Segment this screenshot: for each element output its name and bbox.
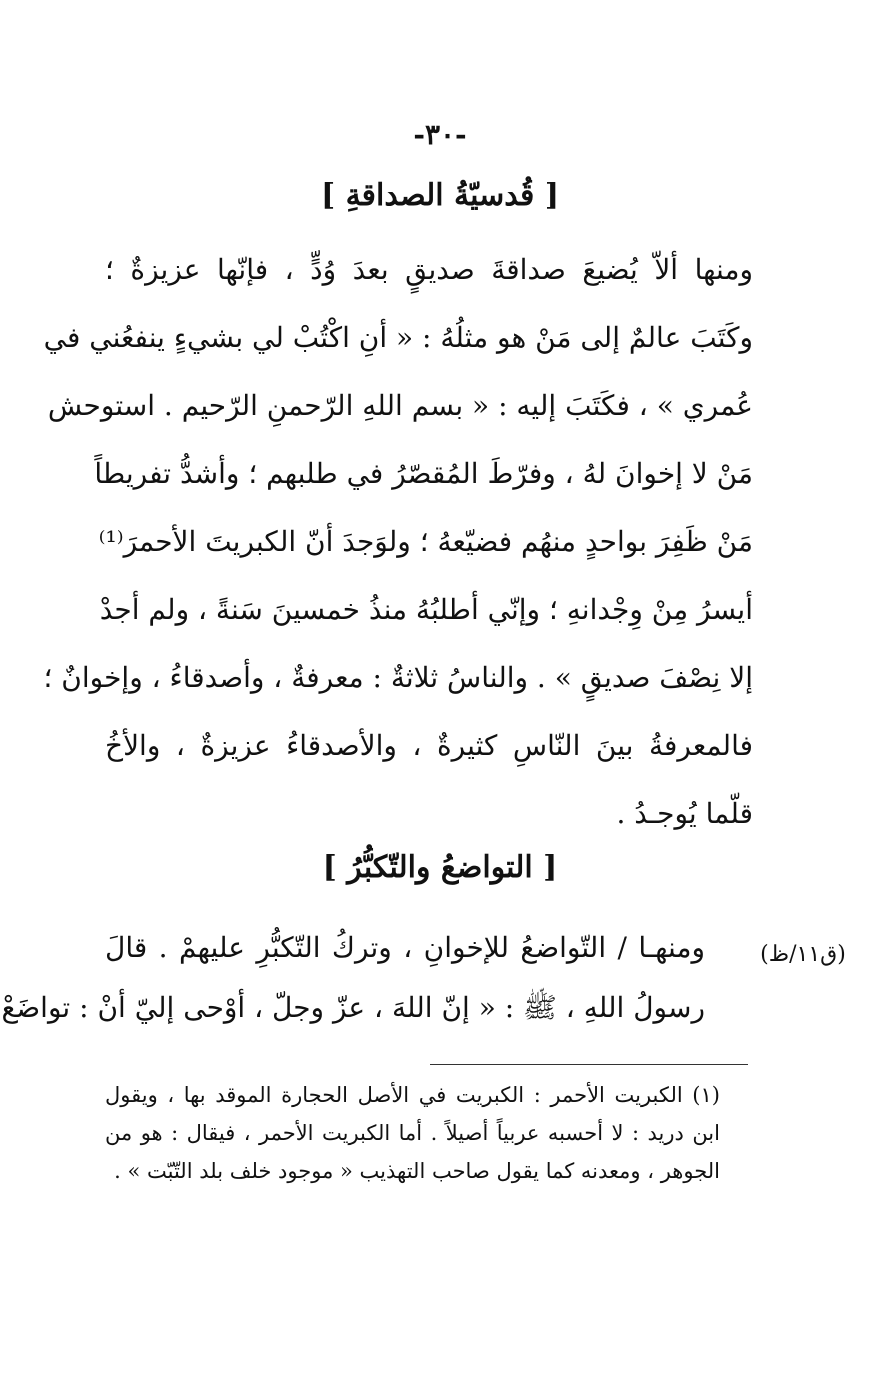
footnote-divider: [430, 1064, 748, 1065]
section-heading-friendship: [ قُدسيّةُ الصداقةِ ]: [320, 178, 560, 213]
text-line: أيسرُ مِنْ وِجْدانهِ ؛ وإنّي أطلبُهُ منذُ خمسينَ سَنةً ، ولم أجدْ: [99, 593, 753, 626]
page-number: -٣٠-: [413, 118, 467, 151]
text-line: مَنْ ظَفِرَ بواحدٍ منهُم فضيّعهُ ؛ ولوَجدَ أنّ الكبريتَ الأحمرَ⁽¹⁾: [98, 525, 753, 558]
manuscript-folio-note: (ق١١/ظ): [760, 942, 846, 967]
text-line: وكَتَبَ عالمٌ إلى مَنْ هو مثلُهُ : « أنِ اكْتُبْ لي بشيءٍ ينفعُني في: [43, 321, 753, 354]
footnote-line: الجوهر ، ومعدنه كما يقول صاحب التهذيب « موجود خلف بلد التّبّت » .: [114, 1159, 720, 1183]
footnote-line: (١) الكبريت الأحمر : الكبريت في الأصل الحجارة الموقد بها ، ويقول: [105, 1083, 720, 1107]
section-heading-humility: [ التواضعُ والتّكبُّرُ ]: [322, 850, 558, 885]
footnotes: [105, 1076, 720, 1190]
text-line: قلّما يُوجـدُ .: [616, 797, 753, 830]
text-line: رسولُ اللهِ ، ﷺ : « إنّ اللهَ ، عزّ وجلّ ، أوْحى إليّ أنْ : تواضَعْ: [1, 991, 705, 1024]
paragraph-friendship: [43, 236, 753, 848]
footnote-line: ابن دريد : لا أحسبه عربياً أصيلاً . أما الكبريت الأحمر ، فيقال : هو من: [105, 1121, 720, 1145]
text-line: إلا نِصْفَ صديقٍ » . والناسُ ثلاثةٌ : معرفةٌ ، وأصدقاءُ ، وإخوانٌ ؛: [43, 661, 753, 694]
text-line: فالمعرفةُ بينَ النّاسِ كثيرةٌ ، والأصدقاءُ عزيزةٌ ، والأخُ: [105, 729, 753, 762]
text-line: ومنهـا / التّواضعُ للإخوانِ ، وتركُ التّكبُّرِ عليهمْ . قالَ: [105, 931, 705, 964]
text-line: ومنها ألاّ يُضيعَ صداقةَ صديقٍ بعدَ وُدٍّ ، فإنّها عزيزةٌ ؛: [105, 253, 753, 286]
text-line: مَنْ لا إخوانَ لهُ ، وفرّطَ المُقصّرُ في طلبهم ؛ وأشدُّ تفريطاً: [94, 457, 753, 490]
text-line: عُمري » ، فكَتَبَ إليه : « بسم اللهِ الرّحمنِ الرّحيم . استوحش: [47, 389, 753, 422]
paragraph-humility: [1, 918, 705, 1038]
